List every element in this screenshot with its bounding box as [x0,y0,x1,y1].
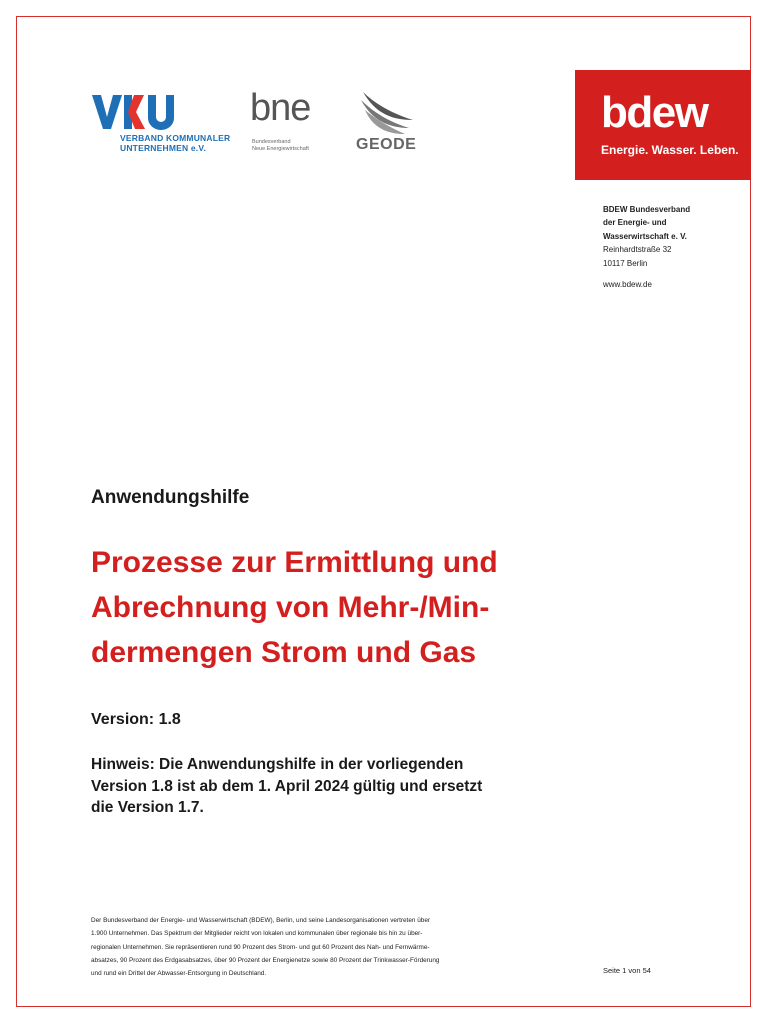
website-link[interactable]: www.bdew.de [603,280,652,289]
bdew-logo-box [575,70,751,180]
bdew-tagline: Energie. Wasser. Leben. [601,143,739,157]
document-type: Anwendungshilfe [91,487,250,508]
page-number: Seite 1 von 54 [603,966,651,975]
geode-wing-icon [355,90,415,140]
bne-logo: bne [250,87,311,129]
organization-description: Der Bundesverband der Energie- und Wasserwirtschaft (BDEW), Berlin, und seine Landesorganisationen vertreten über 1.900 Unternehmen. Das Spektrum der Mitglieder reicht von lokalen und kommunalen über regionale bis hin zu über- regionalen Unternehmen. Sie repräsentieren rund 90 Prozent des Strom- und gut 60 Prozent des Nah- und Fernwärme- absatzes, 90 Prozent des Erdgasabsatzes, über 90 Prozent der Energienetze sowie 80 Prozent der Trinkwasser-Förderung und rund ein Drittel der Abwasser-Entsorgung in Deutschland. [91,917,440,978]
bne-subtitle: Bundesverband Neue Energiewirtschaft [252,139,309,152]
vku-subtitle: VERBAND KOMMUNALER UNTERNEHMEN e.V. [120,133,231,153]
geode-logo: GEODE [356,136,417,153]
document-version: Version: 1.8 [91,711,181,728]
bdew-logo: bdew [601,88,708,137]
validity-note: Hinweis: Die Anwendungshilfe in der vorliegenden Version 1.8 ist ab dem 1. April 2024 gültig und ersetzt die Version 1.7. [91,756,483,816]
sender-address: BDEW Bundesverband der Energie- und Wasserwirtschaft e. V. Reinhardtstraße 32 10117 Berlin [603,205,691,268]
document-title: Prozesse zur Ermittlung und Abrechnung von Mehr-/Min- dermengen Strom und Gas [91,546,498,669]
